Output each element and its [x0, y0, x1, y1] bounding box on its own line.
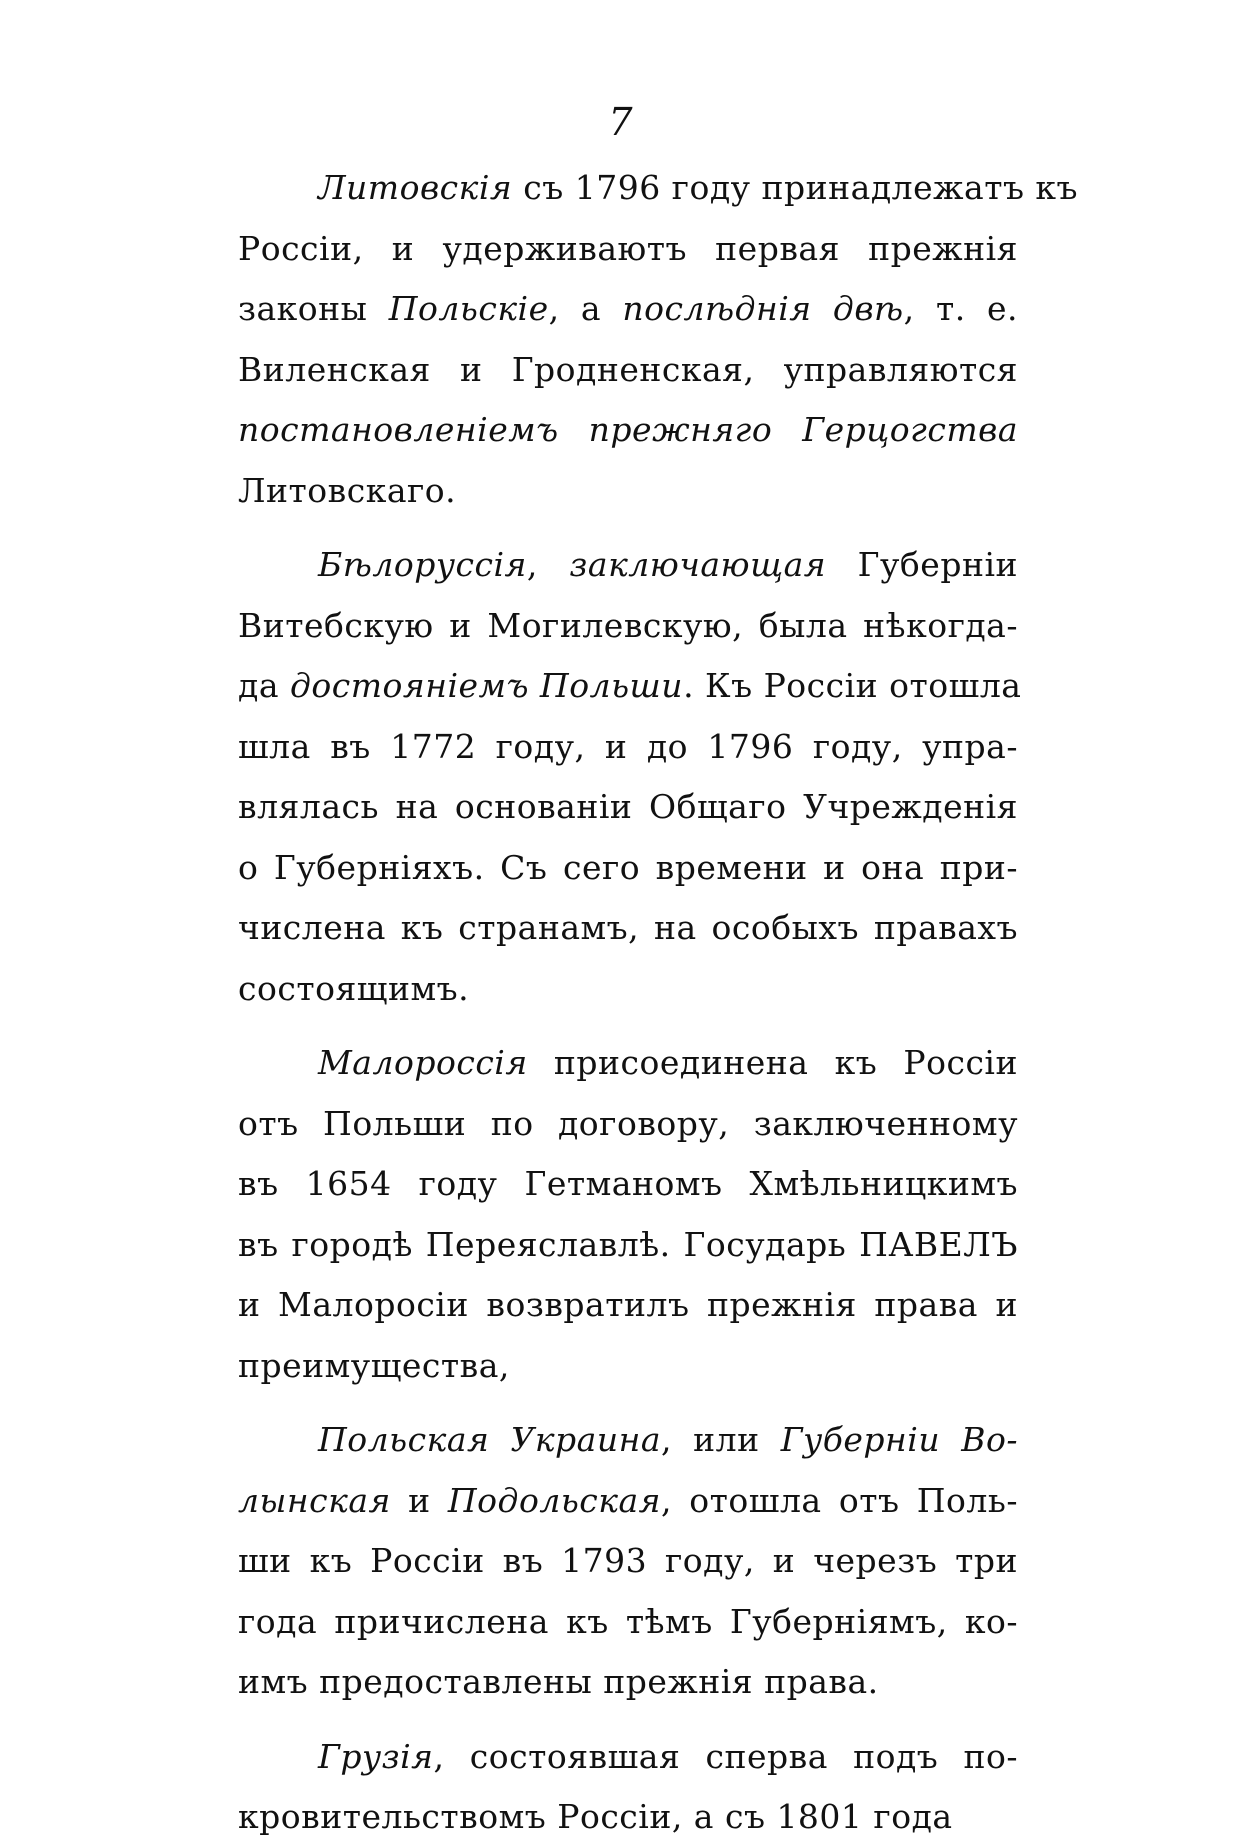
text: , состоявшая сперва подъ по-: [433, 1736, 1018, 1776]
text-line: [238, 596, 1018, 657]
text: Литовскаго.: [238, 470, 457, 510]
text-line: [238, 656, 1022, 717]
italic-text: постановленіемъ прежняго Герцогства: [238, 410, 1018, 449]
text: шла въ 1772 году, и до 1796 году, упра-: [238, 726, 1018, 766]
paragraph: [238, 1410, 1018, 1713]
text-line: [238, 1727, 1018, 1788]
text: , отошла отъ Поль-: [661, 1480, 1018, 1520]
text: ,: [526, 545, 570, 584]
paragraph: [238, 158, 1079, 521]
text-line: [238, 1154, 1018, 1215]
text: , а: [548, 289, 623, 328]
text-line: [238, 959, 1018, 1020]
text: отъ Польши по договору, заключенному: [238, 1103, 1018, 1143]
text-line: [238, 1471, 1018, 1532]
italic-text: Малороссія: [318, 1043, 528, 1082]
italic-text: достояніемъ Польши: [289, 666, 684, 705]
text: въ 1654 году Гетманомъ Хмѣльницкимъ: [238, 1164, 1018, 1203]
text-line: [238, 1531, 1018, 1592]
italic-text: Польскіе: [388, 289, 549, 328]
italic-text: лынская: [238, 1480, 391, 1520]
text: и: [390, 1480, 448, 1520]
text-line: [238, 461, 1018, 522]
text: имъ предоставлены прежнія права.: [238, 1662, 879, 1701]
paragraph: [238, 1033, 1018, 1396]
text-line: [238, 1275, 1018, 1336]
text: преимущества,: [238, 1345, 510, 1385]
paragraph: [238, 1727, 1018, 1848]
text-line: [238, 158, 1079, 219]
text-line: [238, 1033, 1018, 1094]
text: съ 1796 году принадлежатъ къ: [512, 168, 1079, 207]
italic-text: Польская Украина: [318, 1420, 662, 1459]
text-line: [238, 219, 1018, 280]
text-line: [238, 838, 1018, 899]
text: , т. е.: [903, 289, 1018, 328]
text: въ городѣ Переяславлѣ. Государь ПАВЕЛЪ: [238, 1224, 1018, 1264]
italic-text: Бѣлоруссія: [318, 545, 527, 584]
text: , или: [661, 1420, 781, 1459]
text-line: [238, 1094, 1018, 1155]
italic-text: Губерніи Во-: [780, 1420, 1019, 1459]
paragraph: [238, 535, 1022, 1019]
text-line: [238, 535, 1018, 596]
text-line: [238, 279, 1018, 340]
text-line: [238, 1652, 1018, 1713]
text: Витебскую и Могилевскую, была нѣкогда-: [238, 605, 1018, 645]
text: Россіи, и удерживаютъ первая прежнія: [238, 228, 1018, 268]
italic-text: заключающая: [569, 545, 827, 584]
italic-text: Грузія: [318, 1736, 434, 1776]
italic-text: Подольская: [447, 1480, 662, 1520]
italic-text: Литовскія: [318, 168, 513, 207]
text: состоящимъ.: [238, 968, 470, 1008]
text-line: [238, 717, 1018, 778]
text-line: [238, 1215, 1018, 1276]
text: ши къ Россіи въ 1793 году, и черезъ три: [238, 1541, 1018, 1580]
text: числена къ странамъ, на особыхъ правахъ: [238, 908, 1018, 947]
text: . Къ Россіи отошла: [683, 666, 1022, 705]
text: Виленская и Гродненская, управляются: [238, 349, 1018, 389]
text-line: [238, 1787, 1018, 1848]
text-line: [238, 400, 1018, 461]
text-line: [238, 340, 1018, 401]
text-line: [238, 898, 1018, 959]
text: года причислена къ тѣмъ Губерніямъ, ко-: [238, 1601, 1018, 1641]
text-line: [238, 777, 1018, 838]
text: кровительствомъ Россіи, а съ 1801 года: [238, 1797, 953, 1836]
text: Губерніи: [826, 545, 1018, 584]
text-line: [238, 1336, 1018, 1397]
text: да: [238, 666, 290, 705]
italic-text: послѣднія двѣ: [622, 289, 904, 328]
text: о Губерніяхъ. Съ сего времени и она при-: [238, 847, 1018, 887]
text: законы: [238, 289, 389, 328]
page-number: 7: [608, 100, 633, 144]
text-line: [238, 1410, 1018, 1471]
text: влялась на основаніи Общаго Учрежденія: [238, 787, 1018, 826]
text: присоединена къ Россіи: [527, 1043, 1018, 1082]
text: и Малоросіи возвратилъ прежнія права и: [238, 1285, 1018, 1324]
page-body: [238, 158, 1079, 1848]
text-line: [238, 1592, 1018, 1653]
